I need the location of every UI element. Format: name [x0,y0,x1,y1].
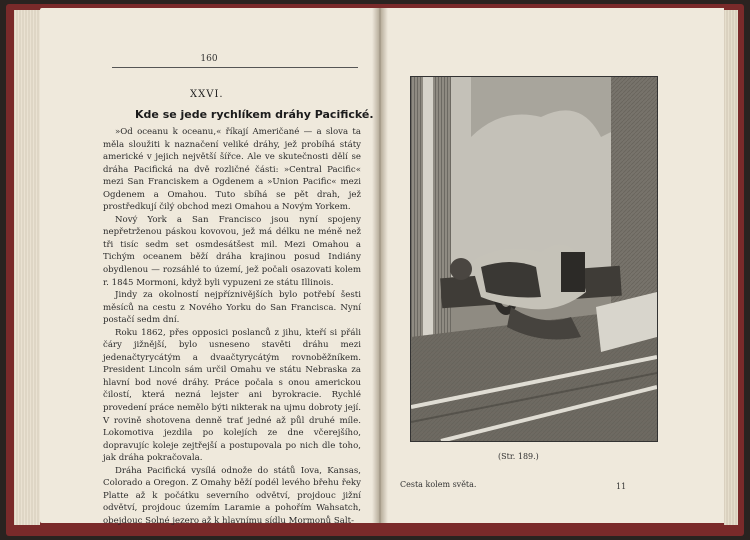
chapter-title: Kde se jede rychlíkem dráhy Pacifické. [135,108,374,121]
paragraph: Dráha Pacifická vysílá odnože do států Iova, Kansas, Colorado a Oregon. Z Omahy běží podél levého břehu řeky Platte až k počátku severního odvětví, projdouc jižní odvětví, projdouc územím Laramie a pohořím Wahsatch, obejdouc Solné jezero až k hlavnímu sídlu Mormonů Salt- [103,465,361,526]
page-number: 160 [200,54,218,64]
paragraph: Jindy za okolností nejpříznivějších bylo potřebí šesti měsíců na cestu z Nového Yorku do San Francisca. Nyní postačí sedm dní. [103,290,361,326]
chapter-body [103,126,361,528]
paragraph: Roku 1862, přes opposici poslanců z jihu, kteří si přáli čáry jižnější, bylo usneseno stavěti dráhu mezi jedenačtyrycátým a dvaačtyrycátým rovnoběžníkem. President Lincoln sám určil Omahu ve státu Nebraska za hlavní bod nové dráhy. Práce počala s onou americkou čilostí, která nezná lejster ani byrokracie. Rychlé provedení práce nemělo býti nikterak na ujmu dobroty její. V rovině shotovena denně trať jedné až půl druhé míle. Lokomotiva jezdila po kolejích ze dne včerejšího, dopravujíc koleje zejtřejší a postupovala po nich dle toho, jak dráha pokračovala. [103,327,361,464]
page-edges-left [14,10,40,525]
paragraph: Nový York a San Francisco jsou nyní spojeny nepřetrženou páskou kovovou, jež má délku ne méně než tři tisíc sedm set osmdesátšest mil. Mezi Omahou a Tichým oceanem běží dráha krajinou posud Indiány obydlenou — rozsáhlé to území, jež počali osazovati kolem r. 1845 Mormoni, když byli vypuzeni ze státu Illinois. [103,214,361,288]
book-gutter [372,8,388,523]
page-edges-right [724,10,738,525]
header-rule [112,67,358,68]
engraving-art [411,77,657,441]
signature-mark: 11 [616,482,627,491]
paragraph: »Od oceanu k oceanu,« říkají Američané — a slova ta měla sloužiti k naznačení veliké dráhy, jež probíhá státy americké v jejich největší šířce. Ale ve skutečnosti dělí se dráha Pacifická na dvě rozličné části: »Central Pacific« mezi San Franciskem a Ogdenem a »Union Pacific« mezi Ogdenem a Omahou. Tuto sbíhá se pět drah, jež prostředkují čilý obchod mezi Omahou a Novým Yorkem. [103,127,361,213]
illustration-caption: (Str. 189.) [498,452,539,461]
page-footer-text: Cesta kolem světa. [400,480,477,489]
engraving-illustration [410,76,658,442]
chapter-number: XXVI. [190,89,224,100]
